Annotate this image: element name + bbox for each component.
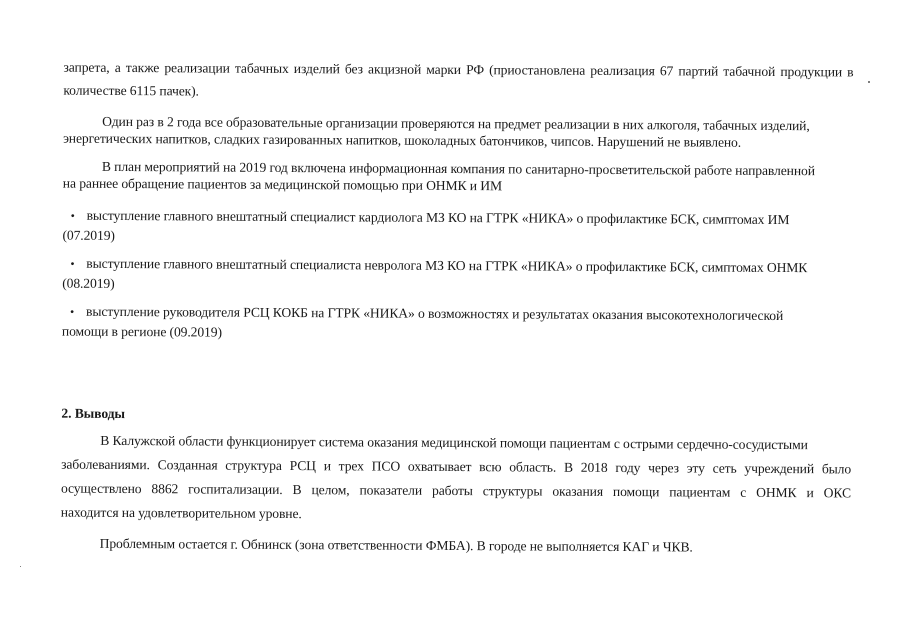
bullet-dot: •	[70, 208, 75, 223]
paragraph-line: В Калужской области функционирует система оказания медицинской помощи пациентам с острыми сердечно-сосудистыми	[100, 432, 808, 453]
bullet-dot: •	[70, 304, 75, 319]
scan-speck	[20, 566, 21, 567]
bullet-text: выступление главного внештатный специалист кардиолога МЗ КО на ГТРК «НИКА» о профилактике БСК, симптомах ИМ	[86, 207, 790, 228]
bullet-continuation: (08.2019)	[62, 275, 115, 291]
paragraph-line: запрета, а также реализации табачных изделий без акцизной марки РФ (приостановлена реализация 67 партий табачной продукции в	[63, 59, 854, 80]
paragraph-line: находится на удовлетворительном уровне.	[60, 504, 302, 522]
bullet-continuation: (07.2019)	[62, 227, 115, 243]
bullet-item	[71, 207, 853, 230]
paragraph-line: осуществлено 8862 госпитализации. В целом, показатели работы структуры оказания помощи пациентам с ОНМК и ОКС	[60, 480, 851, 501]
paragraph-line: Один раз в 2 года все образовательные организации проверяются на предмет реализации в них алкоголя, табачных изделий,	[102, 113, 810, 134]
bullet-text: выступление руководителя РСЦ КОКБ на ГТРК «НИКА» о возможностях и результатах оказания высокотехнологической	[86, 303, 784, 324]
bullet-text: выступление главного внештатный специалиста невролога МЗ КО на ГТРК «НИКА» о профилактике БСК, симптомах ОНМК	[86, 255, 808, 276]
scan-speck	[868, 81, 870, 83]
bullet-dot: •	[70, 256, 75, 271]
paragraph-line: энергетических напитков, сладких газированных напитков, шоколадных батончиков, чипсов. Нарушений не выявлено.	[63, 130, 742, 150]
paragraph-line: на раннее обращение пациентов за медицинской помощью при ОНМК и ИМ	[62, 175, 503, 194]
paragraph-line: заболеваниями. Созданная структура РСЦ и трех ПСО охватывает всю область. В 2018 году через эту сеть учреждений было	[61, 456, 852, 477]
bullet-item	[70, 303, 852, 326]
paragraph-line: Проблемным остается г. Обнинск (зона ответственности ФМБА). В городе не выполняется КАГ и ЧКВ.	[99, 535, 693, 555]
bullet-continuation: помощи в регионе (09.2019)	[61, 323, 222, 340]
paragraph-line: В план мероприятий на 2019 год включена информационная компания по санитарно-просветительской работе направленной	[101, 158, 815, 179]
section-heading: 2. Выводы	[61, 405, 125, 422]
bullet-item	[70, 255, 852, 278]
paragraph-line: количестве 6115 пачек).	[63, 82, 199, 99]
